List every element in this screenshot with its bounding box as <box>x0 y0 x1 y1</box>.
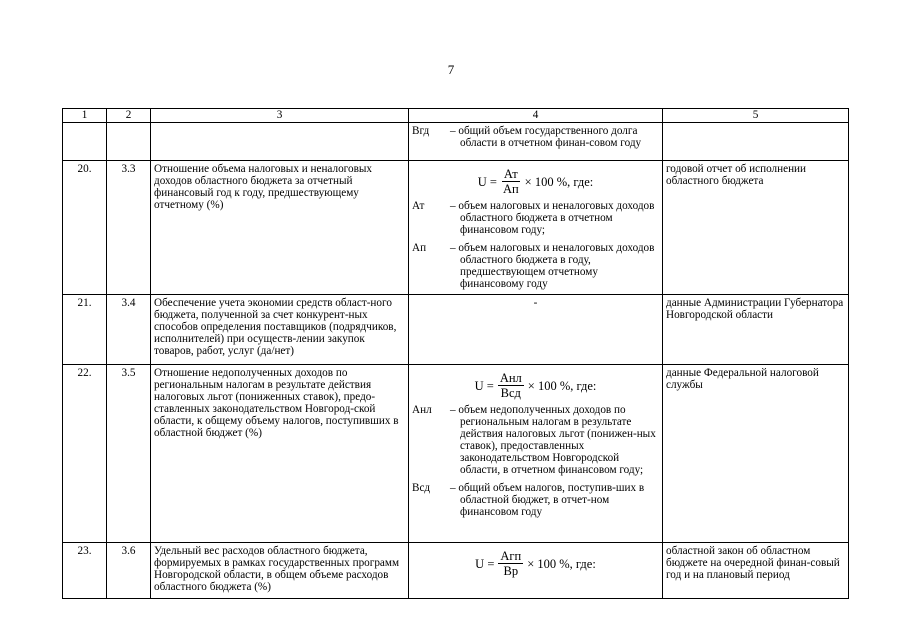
indicators-table <box>62 108 849 599</box>
formula-rhs: × 100 %, где: <box>527 556 596 571</box>
fraction-denominator: Всд <box>500 386 521 400</box>
formula <box>412 167 659 196</box>
cell-empty <box>663 123 849 161</box>
header-col-2: 2 <box>107 109 151 123</box>
fraction-numerator: Ат <box>503 167 518 181</box>
variable-definition <box>412 482 659 518</box>
indicator-name: Обеспечение учета экономии средств област-ного бюджета, полученной за счет конкурент-ных способов определения поставщиков (подрядчиков, исполнителей) при осуществ-лении закупок товаров, работ, услуг (да/нет) <box>151 295 409 365</box>
fraction <box>498 549 523 578</box>
formula-cell <box>409 365 663 543</box>
table-row-continuation <box>63 123 849 161</box>
fraction-numerator: Анл <box>499 371 522 385</box>
fraction <box>498 371 524 400</box>
variable-definition <box>412 242 659 290</box>
row-number: 22. <box>63 365 107 543</box>
variable-definition <box>412 404 659 476</box>
header-col-5: 5 <box>663 109 849 123</box>
fraction-denominator: Вр <box>503 564 519 578</box>
row-code: 3.6 <box>107 543 151 599</box>
variable-definition <box>412 125 659 149</box>
variable-description: – общий объем налогов, поступив-ших в областной бюджет, в отчет-ном финансовом году <box>450 482 645 518</box>
data-source: областной закон об областном бюджете на очередной финан-совый год и на плановый период <box>663 543 849 599</box>
header-col-1: 1 <box>63 109 107 123</box>
row-number: 23. <box>63 543 107 599</box>
data-source: данные Федеральной налоговой службы <box>663 365 849 543</box>
variable-definition <box>412 200 659 236</box>
header-col-3: 3 <box>151 109 409 123</box>
formula-cell <box>409 543 663 599</box>
table-row <box>63 161 849 295</box>
row-code: 3.4 <box>107 295 151 365</box>
formula-rhs: × 100 %, где: <box>524 174 594 189</box>
fraction <box>501 167 521 196</box>
indicator-name: Отношение объема налоговых и неналоговых доходов областного бюджета за отчетный финансовый год к году, предшествующему отчетному (%) <box>151 161 409 295</box>
formula-rhs: × 100 %, где: <box>527 378 597 393</box>
formula-cell <box>409 123 663 161</box>
row-code: 3.5 <box>107 365 151 543</box>
indicator-name: Удельный вес расходов областного бюджета, формируемых в рамках государственных программ Новгородской области, в общем объеме расходов областного бюджета (%) <box>151 543 409 599</box>
variable-description: – общий объем государственного долга области в отчетном финан-совом году <box>450 125 642 149</box>
header-col-4: 4 <box>409 109 663 123</box>
page-number: 7 <box>447 62 455 77</box>
row-number: 21. <box>63 295 107 365</box>
variable-description: – объем налоговых и неналоговых доходов областного бюджета в году, предшествующем отчетному финансовому году <box>450 242 655 290</box>
formula-cell <box>409 161 663 295</box>
cell-empty <box>107 123 151 161</box>
indicator-name: Отношение недополученных доходов по региональным налогам в результате действия налоговых льгот (пониженных ставок), предо-ставленных законодательством Новгород-ской области, к общему объему налогов, поступивших в областной бюджет (%) <box>151 365 409 543</box>
data-source: данные Администрации Губернатора Новгородской области <box>663 295 849 365</box>
variable-symbol: Ап <box>412 242 427 254</box>
row-number: 20. <box>63 161 107 295</box>
formula-cell-empty: - <box>409 295 663 365</box>
table-row <box>63 543 849 599</box>
variable-symbol: Ат <box>412 200 425 212</box>
variable-description: – объем налоговых и неналоговых доходов областного бюджета в отчетном финансовом году; <box>450 200 655 236</box>
table-header-row <box>63 109 849 123</box>
data-source: годовой отчет об исполнении областного бюджета <box>663 161 849 295</box>
variable-symbol: Анл <box>412 404 432 416</box>
variable-symbol: Вгд <box>412 125 430 137</box>
formula <box>412 549 659 578</box>
row-code: 3.3 <box>107 161 151 295</box>
fraction-denominator: Ап <box>502 182 519 196</box>
fraction-numerator: Агп <box>500 549 522 563</box>
formula <box>412 371 659 400</box>
table-row <box>63 295 849 365</box>
variable-description: – объем недополученных доходов по региональным налогам в результате действия налоговых льгот (понижен-ных ставок), предоставленных законодательством Новгородской области, в отчетном финансовом году; <box>450 404 656 476</box>
formula-lhs: U = <box>477 174 497 189</box>
table-row <box>63 365 849 543</box>
variable-symbol: Всд <box>412 482 431 494</box>
formula-lhs: U = <box>474 378 494 393</box>
cell-empty <box>151 123 409 161</box>
cell-empty <box>63 123 107 161</box>
formula-lhs: U = <box>475 556 495 571</box>
